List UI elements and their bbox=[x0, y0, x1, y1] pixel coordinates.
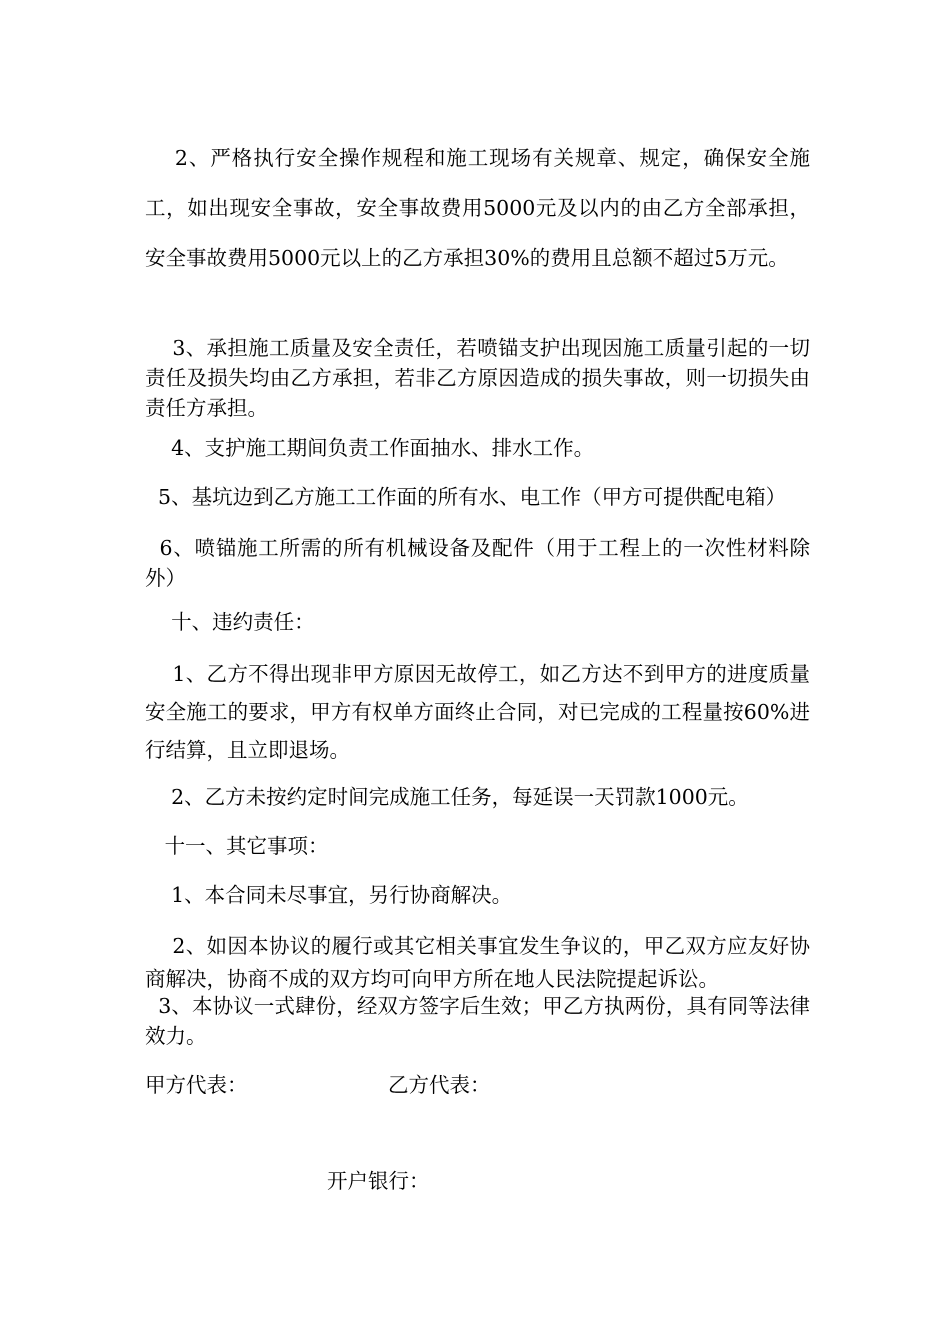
other-clause-1: 1、本合同未尽事宜，另行协商解决。 bbox=[145, 883, 513, 907]
bank-account-label: 开户银行： bbox=[327, 1169, 430, 1193]
clause-6-equipment: 6、喷锚施工所需的所有机械设备及配件（用于工程上的一次性材料除外） bbox=[145, 536, 810, 590]
party-a-representative: 甲方代表： bbox=[145, 1073, 248, 1097]
breach-clause-2: 2、乙方未按约定时间完成施工任务，每延误一天罚款1000元。 bbox=[145, 785, 749, 809]
other-clause-3: 3、本协议一式肆份，经双方签字后生效；甲乙方执两份，具有同等法律效力。 bbox=[145, 994, 810, 1048]
clause-4-drainage: 4、支护施工期间负责工作面抽水、排水工作。 bbox=[145, 436, 595, 460]
clause-5-water-electric: 5、基坑边到乙方施工工作面的所有水、电工作（甲方可提供配电箱） bbox=[145, 485, 787, 509]
section-10-heading: 十、违约责任： bbox=[145, 610, 315, 634]
section-11-heading: 十一、其它事项： bbox=[145, 834, 329, 858]
clause-2-safety: 2、严格执行安全操作规程和施工现场有关规章、规定，确保安全施工，如出现安全事故，安全事故费用5000元及以内的由乙方全部承担，安全事故费用5000元以上的乙方承担30%的费用且总额不超过5万元。 bbox=[145, 146, 810, 270]
party-b-representative: 乙方代表： bbox=[388, 1073, 491, 1097]
clause-3-quality: 3、承担施工质量及安全责任，若喷锚支护出现因施工质量引起的一切责任及损失均由乙方承担，若非乙方原因造成的损失事故，则一切损失由责任方承担。 bbox=[145, 336, 810, 420]
breach-clause-1: 1、乙方不得出现非甲方原因无故停工，如乙方达不到甲方的进度质量安全施工的要求，甲方有权单方面终止合同，对已完成的工程量按60%进行结算，且立即退场。 bbox=[145, 662, 810, 762]
other-clause-2: 2、如因本协议的履行或其它相关事宜发生争议的，甲乙双方应友好协商解决，协商不成的双方均可向甲方所在地人民法院提起诉讼。 bbox=[145, 934, 810, 991]
